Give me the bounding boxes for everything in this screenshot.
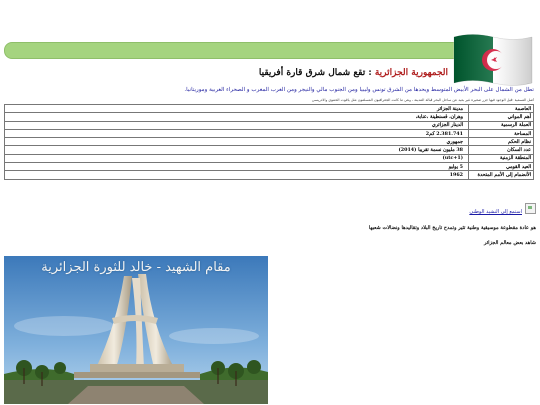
row-value: الدينار الجزائري	[5, 121, 469, 129]
table-row	[5, 146, 534, 154]
row-label: نظام الحكم	[469, 138, 534, 146]
row-label: العملة الرسمية	[469, 121, 534, 129]
table-row	[5, 154, 534, 162]
intro-paragraph: تطل من الشمال على البحر الأبيض المتوسط ويحدها من الشرق تونس وليبيا ومن الجنوب مالي والنيجر ومن الغرب المغرب و الصحراء الغربية وموريتانيا.	[184, 87, 534, 93]
table-row	[5, 163, 534, 171]
row-label: العيد القومي	[469, 163, 534, 171]
green-header-bar	[4, 42, 464, 59]
table-row	[5, 138, 534, 146]
broken-image-icon	[525, 203, 536, 214]
row-label: أهم المواني	[469, 113, 534, 121]
memorial-image	[4, 256, 268, 404]
row-value: 1962	[5, 171, 469, 179]
row-value: 2.381.741 كم2	[5, 129, 469, 137]
anthem-audio-link[interactable]: استمع إلى النشيد الوطني	[469, 209, 522, 215]
title-country: الجمهورية الجزائرية	[374, 68, 448, 78]
monuments-heading: شاهد بعض معالم الجزائر	[483, 240, 536, 246]
row-value: (utc+1)	[5, 154, 469, 162]
row-label: المساحة	[469, 129, 534, 137]
table-row	[5, 129, 534, 137]
martyrs-memorial-photo	[4, 256, 268, 404]
name-origin-note: أصل التسمية :قيل الوجود فيها جزر صغيرة غير بعيد عن ساحل البحر قبالة المدينة ، وهي ما كانت الجغرافيون المسلمون مثل ياقوت الحموي والادريسي	[311, 98, 534, 102]
row-value: 5 يوليو	[5, 163, 469, 171]
photo-caption: مقام الشهيد - خالد للثورة الجزائرية	[41, 260, 231, 275]
title-separator: :	[365, 68, 375, 78]
table-row	[5, 171, 534, 179]
row-label: الأنضمام إلى الأمم المتحدة	[469, 171, 534, 179]
row-value: وهران، قسنطينة ،عنابة،	[5, 113, 469, 121]
table-row	[5, 121, 534, 129]
country-info-table	[4, 104, 534, 180]
row-value: جمهوري	[5, 138, 469, 146]
table-row	[5, 105, 534, 113]
row-label: العاصمة	[469, 105, 534, 113]
title-location: تقع شمال شرق قارة أفريقيا	[258, 68, 366, 78]
row-label: المنطقة الزمنية	[469, 154, 534, 162]
row-label: عدد السكان	[469, 146, 534, 154]
anthem-description: هو عادة مقطوعة موسيقية وطنية تثير وتمدح تاريخ البلاد وتقاليدها ونضالات شعبها	[368, 225, 536, 231]
anthem-audio-row	[469, 200, 536, 216]
row-value: 38 مليون نسمة تقريبا (2014)	[5, 146, 469, 154]
algeria-flag-icon	[452, 31, 534, 89]
table-row	[5, 113, 534, 121]
page-title	[259, 68, 448, 78]
row-value: مدينة الجزائر	[5, 105, 469, 113]
